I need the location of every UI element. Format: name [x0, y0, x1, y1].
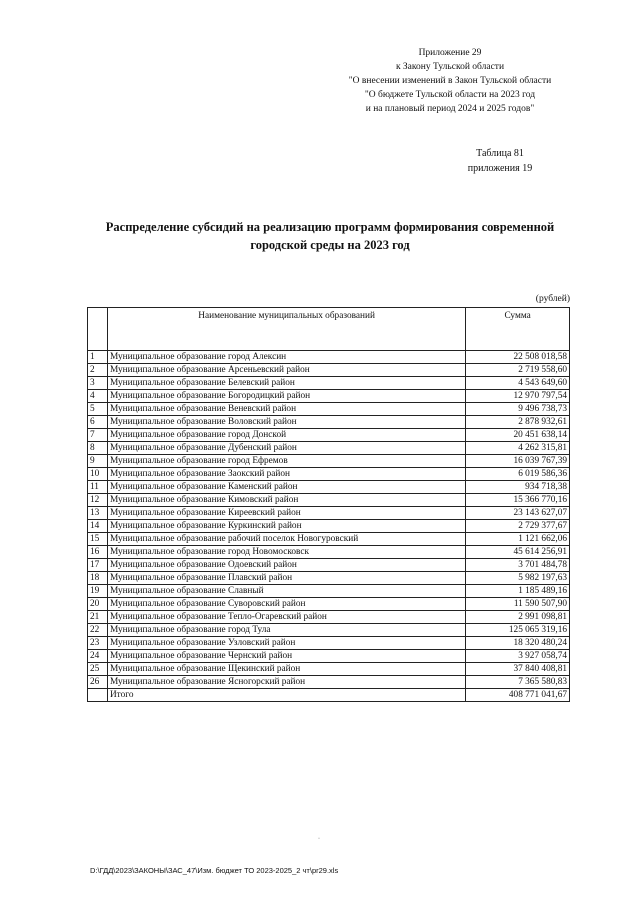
table-row [88, 416, 570, 429]
header-num [88, 308, 108, 351]
appendix-line: "О бюджете Тульской области на 2023 год [364, 90, 536, 100]
cell-name: Муниципальное образование Куркинский район [107, 520, 465, 533]
table-row [88, 546, 570, 559]
cell-sum: 2 991 098,81 [466, 611, 570, 624]
cell-sum: 22 508 018,58 [466, 351, 570, 364]
table-row [88, 351, 570, 364]
cell-sum: 3 701 484,78 [466, 559, 570, 572]
cell-sum: 15 366 770,16 [466, 494, 570, 507]
table-row [88, 520, 570, 533]
table-row [88, 624, 570, 637]
cell-name: Муниципальное образование Веневский район [107, 403, 465, 416]
cell-sum: 18 320 480,24 [466, 637, 570, 650]
cell-name: Муниципальное образование Дубенский район [107, 442, 465, 455]
table-row [88, 507, 570, 520]
table-row [88, 481, 570, 494]
cell-num: 10 [88, 468, 108, 481]
cell-sum: 6 019 586,36 [466, 468, 570, 481]
table-row [88, 442, 570, 455]
cell-sum: 934 718,38 [466, 481, 570, 494]
page-title [60, 218, 600, 254]
table-row [88, 559, 570, 572]
cell-name: Муниципальное образование город Ефремов [107, 455, 465, 468]
cell-num: 23 [88, 637, 108, 650]
cell-num: 15 [88, 533, 108, 546]
cell-name: Муниципальное образование Славный [107, 585, 465, 598]
header-name: Наименование муниципальных образований [107, 308, 465, 351]
table-row [88, 650, 570, 663]
cell-num: 3 [88, 377, 108, 390]
cell-name: Муниципальное образование Киреевский район [107, 507, 465, 520]
table-row [88, 390, 570, 403]
units-label: (рублей) [535, 294, 570, 304]
total-label: Итого [107, 689, 465, 702]
cell-name: Муниципальное образование Щекинский район [107, 663, 465, 676]
table-row [88, 468, 570, 481]
cell-num: 5 [88, 403, 108, 416]
cell-num: 21 [88, 611, 108, 624]
cell-num: 14 [88, 520, 108, 533]
table-label-line1: Таблица 81 [476, 148, 524, 159]
cell-num: 9 [88, 455, 108, 468]
cell-num: 18 [88, 572, 108, 585]
cell-name: Муниципальное образование Воловский район [107, 416, 465, 429]
cell-num: 12 [88, 494, 108, 507]
table-row [88, 533, 570, 546]
table-row [88, 663, 570, 676]
cell-num: 13 [88, 507, 108, 520]
cell-sum: 2 729 377,67 [466, 520, 570, 533]
cell-sum: 23 143 627,07 [466, 507, 570, 520]
cell-num: 26 [88, 676, 108, 689]
cell-sum: 3 927 058,74 [466, 650, 570, 663]
table-row [88, 598, 570, 611]
cell-num: 25 [88, 663, 108, 676]
cell-sum: 1 121 662,06 [466, 533, 570, 546]
cell-sum: 1 185 489,16 [466, 585, 570, 598]
cell-num: 4 [88, 390, 108, 403]
cell-name: Муниципальное образование город Тула [107, 624, 465, 637]
header-sum: Сумма [466, 308, 570, 351]
distribution-table [87, 307, 570, 702]
total-row [88, 689, 570, 702]
table-header-row [88, 308, 570, 351]
cell-num: 7 [88, 429, 108, 442]
table-row [88, 364, 570, 377]
cell-name: Муниципальное образование Каменский район [107, 481, 465, 494]
cell-num: 19 [88, 585, 108, 598]
cell-name: Муниципальное образование Суворовский район [107, 598, 465, 611]
table-row [88, 429, 570, 442]
table-row [88, 377, 570, 390]
cell-name: Муниципальное образование город Донской [107, 429, 465, 442]
appendix-line: к Закону Тульской области [395, 62, 505, 72]
table-row [88, 611, 570, 624]
cell-num: 22 [88, 624, 108, 637]
cell-num: 2 [88, 364, 108, 377]
table-label-line2: приложения 19 [467, 163, 533, 174]
cell-name: Муниципальное образование Заокский район [107, 468, 465, 481]
title-line1: Распределение субсидий на реализацию программ формирования современной [105, 220, 555, 234]
cell-sum: 45 614 256,91 [466, 546, 570, 559]
cell-num: 8 [88, 442, 108, 455]
cell-name: Муниципальное образование рабочий поселок Новогуровский [107, 533, 465, 546]
cell-sum: 20 451 638,14 [466, 429, 570, 442]
total-num [88, 689, 108, 702]
cell-name: Муниципальное образование город Алексин [107, 351, 465, 364]
cell-sum: 12 970 797,54 [466, 390, 570, 403]
appendix-line: Приложение 29 [418, 48, 482, 58]
cell-num: 11 [88, 481, 108, 494]
cell-num: 16 [88, 546, 108, 559]
cell-num: 17 [88, 559, 108, 572]
table-label [440, 146, 560, 176]
cell-sum: 37 840 408,81 [466, 663, 570, 676]
cell-sum: 2 878 932,61 [466, 416, 570, 429]
table-body [88, 351, 570, 702]
total-sum: 408 771 041,67 [466, 689, 570, 702]
cell-sum: 16 039 767,39 [466, 455, 570, 468]
file-path-footer: D:\ГДД\2023\ЗАКОНЫ\ЗАС_47\Изм. бюджет ТО 2023-2025_2 чт\pr29.xls [90, 866, 339, 875]
table-row [88, 455, 570, 468]
cell-name: Муниципальное образование Чернский район [107, 650, 465, 663]
cell-num: 6 [88, 416, 108, 429]
table-row [88, 572, 570, 585]
cell-name: Муниципальное образование Белевский район [107, 377, 465, 390]
cell-sum: 125 065 319,16 [466, 624, 570, 637]
cell-sum: 11 590 507,90 [466, 598, 570, 611]
cell-name: Муниципальное образование Богородицкий район [107, 390, 465, 403]
cell-num: 20 [88, 598, 108, 611]
table-row [88, 585, 570, 598]
cell-name: Муниципальное образование Плавский район [107, 572, 465, 585]
cell-name: Муниципальное образование Одоевский район [107, 559, 465, 572]
cell-name: Муниципальное образование город Новомосковск [107, 546, 465, 559]
cell-num: 1 [88, 351, 108, 364]
cell-name: Муниципальное образование Узловский район [107, 637, 465, 650]
cell-sum: 5 982 197,63 [466, 572, 570, 585]
table-row [88, 676, 570, 689]
cell-sum: 4 262 315,81 [466, 442, 570, 455]
appendix-line: и на плановый период 2024 и 2025 годов" [365, 104, 535, 114]
table-row [88, 494, 570, 507]
cell-sum: 4 543 649,60 [466, 377, 570, 390]
cell-name: Муниципальное образование Кимовский район [107, 494, 465, 507]
scan-mark: · [318, 836, 320, 842]
cell-sum: 2 719 558,60 [466, 364, 570, 377]
cell-sum: 7 365 580,83 [466, 676, 570, 689]
cell-sum: 9 496 738,73 [466, 403, 570, 416]
title-line2: городской среды на 2023 год [250, 238, 410, 252]
cell-name: Муниципальное образование Тепло-Огаревский район [107, 611, 465, 624]
table-row [88, 637, 570, 650]
cell-name: Муниципальное образование Арсеньевский район [107, 364, 465, 377]
appendix-header [300, 46, 600, 116]
table-row [88, 403, 570, 416]
cell-num: 24 [88, 650, 108, 663]
cell-name: Муниципальное образование Ясногорский район [107, 676, 465, 689]
appendix-line: "О внесении изменений в Закон Тульской области [348, 76, 552, 86]
